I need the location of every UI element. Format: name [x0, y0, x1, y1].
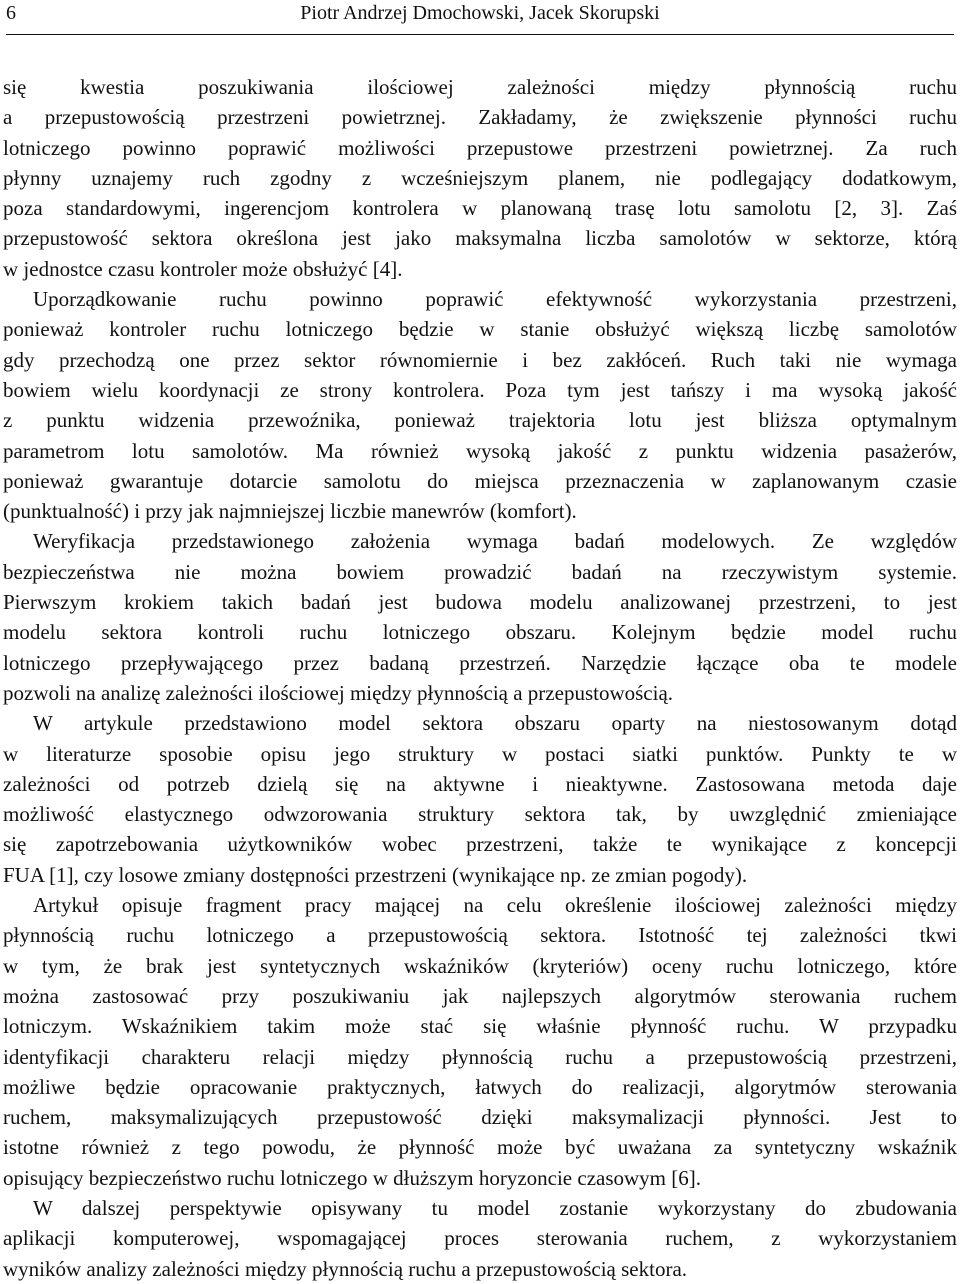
text-line: parametrom lotu samolotów. Ma również wysoką jakość z punktu widzenia pasażerów,	[3, 438, 957, 463]
text-line: modelu sektora kontroli ruchu lotniczego obszaru. Kolejnym będzie model ruchu	[3, 620, 957, 645]
paragraph	[3, 708, 957, 890]
text-line: można zastosować przy poszukiwaniu jak najlepszych algorytmów sterowania ruchem	[3, 983, 957, 1008]
page-number: 6	[6, 2, 16, 24]
text-line: wyników analizy zależności między płynnością ruchu a przepustowością sektora.	[3, 1256, 688, 1281]
text-line: lotniczego przepływającego przez badaną przestrzeń. Narzędzie łączące oba te modele	[3, 650, 957, 675]
text-line: się kwestia poszukiwania ilościowej zależności między płynnością ruchu	[3, 75, 957, 99]
text-line: się zapotrzebowania użytkowników wobec przestrzeni, także te wynikające z koncepcji	[3, 832, 957, 857]
text-line: bezpieczeństwa nie można bowiem prowadzić badań na rzeczywistym systemie.	[3, 559, 957, 584]
paragraph	[3, 72, 957, 284]
page-header	[3, 0, 957, 38]
text-line: Artykuł opisuje fragment pracy mającej na celu określenie ilościowej zależności między	[33, 893, 957, 918]
text-line: w tym, że brak jest syntetycznych wskaźników (kryteriów) oceny ruchu lotniczego, które	[3, 953, 957, 978]
text-line: w jednostce czasu kontroler może obsłużyć [4].	[3, 256, 403, 281]
paragraph	[3, 890, 957, 1193]
text-line: identyfikacji charakteru relacji między płynnością ruchu a przepustowością przestrzeni,	[3, 1044, 957, 1069]
text-line: FUA [1], czy losowe zmiany dostępności przestrzeni (wynikające np. ze zmian pogody).	[3, 862, 748, 887]
text-line: ponieważ gwarantuje dotarcie samolotu do miejsca przeznaczenia w zaplanowanym czasie	[3, 468, 957, 493]
paragraph	[3, 1193, 957, 1284]
text-line: lotniczym. Wskaźnikiem takim może stać się właśnie płynność ruchu. W przypadku	[3, 1014, 957, 1039]
text-line: możliwość elastycznego odwzorowania struktury sektora tak, by uwzględnić zmieniające	[3, 802, 957, 827]
text-line: W artykule przedstawiono model sektora obszaru oparty na niestosowanym dotąd	[33, 711, 957, 736]
text-line: a przepustowością przestrzeni powietrznej. Zakładamy, że zwiększenie płynności ruchu	[3, 105, 957, 130]
body-text	[3, 72, 957, 1284]
header-rule	[6, 34, 954, 35]
text-line: (punktualność) i przy jak najmniejszej liczbie manewrów (komfort).	[3, 499, 577, 524]
text-line: bowiem wielu koordynacji ze strony kontrolera. Poza tym jest tańszy i ma wysoką jakość	[3, 377, 957, 402]
text-line: poza standardowymi, ingerencjom kontrolera w planowaną trasę lotu samolotu [2, 3]. Zaś	[3, 196, 957, 221]
text-line: Weryfikacja przedstawionego założenia wymaga badań modelowych. Ze względów	[33, 529, 957, 554]
text-line: ponieważ kontroler ruchu lotniczego będzie w stanie obsłużyć większą liczbę samolotów	[3, 317, 957, 342]
text-line: możliwe będzie opracowanie praktycznych, łatwych do realizacji, algorytmów sterowania	[3, 1074, 957, 1099]
text-line: aplikacji komputerowej, wspomagającej proces sterowania ruchem, z wykorzystaniem	[3, 1226, 957, 1251]
text-line: z punktu widzenia przewoźnika, ponieważ trajektoria lotu jest bliższa optymalnym	[3, 408, 957, 433]
text-line: zależności od potrzeb dzielą się na aktywne i nieaktywne. Zastosowana metoda daje	[3, 771, 957, 796]
text-line: istotne również z tego powodu, że płynność może być uważana za syntetyczny wskaźnik	[3, 1135, 957, 1160]
text-line: gdy przechodzą one przez sektor równomiernie i bez zakłóceń. Ruch taki nie wymaga	[3, 347, 957, 372]
text-line: lotniczego powinno poprawić możliwości przepustowe przestrzeni powietrznej. Za ruch	[3, 135, 957, 160]
text-line: ruchem, maksymalizujących przepustowość dzięki maksymalizacji płynności. Jest to	[3, 1105, 957, 1130]
text-line: Uporządkowanie ruchu powinno poprawić efektywność wykorzystania przestrzeni,	[33, 287, 957, 312]
text-line: płynnością ruchu lotniczego a przepustowością sektora. Istotność tej zależności tkwi	[3, 923, 957, 948]
text-line: przepustowość sektora określona jest jako maksymalna liczba samolotów w sektorze, którą	[3, 226, 957, 251]
text-line: Pierwszym krokiem takich badań jest budowa modelu analizowanej przestrzeni, to jest	[3, 590, 957, 615]
text-line: pozwoli na analizę zależności ilościowej między płynnością a przepustowością.	[3, 680, 674, 705]
text-line: w literaturze sposobie opisu jego struktury w postaci siatki punktów. Punkty te w	[3, 741, 957, 766]
text-line: płynny uznajemy ruch zgodny z wcześniejszym planem, nie podlegający dodatkowym,	[3, 165, 957, 190]
paragraph	[3, 284, 957, 526]
running-head: Piotr Andrzej Dmochowski, Jacek Skorupski	[300, 2, 660, 24]
paragraph	[3, 526, 957, 708]
text-line: opisujący bezpieczeństwo ruchu lotniczego w dłuższym horyzoncie czasowym [6].	[3, 1165, 702, 1190]
text-line: W dalszej perspektywie opisywany tu model zostanie wykorzystany do zbudowania	[33, 1195, 957, 1220]
